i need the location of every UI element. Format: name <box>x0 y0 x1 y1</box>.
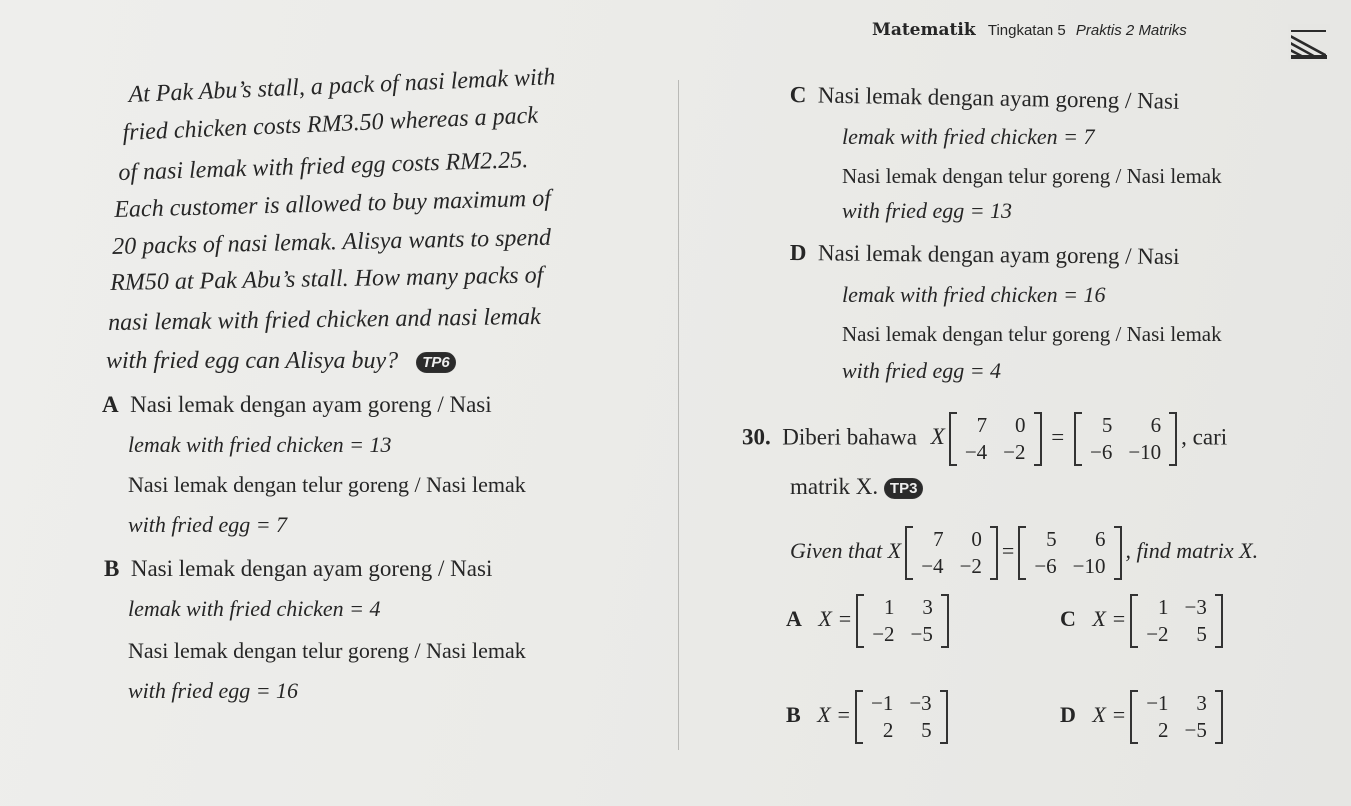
matrix-cell: −4 <box>964 440 988 464</box>
q29-stem-line-8 <box>106 348 456 375</box>
q30-english-suffix: , find matrix X. <box>1125 538 1259 564</box>
q29-stem-line-8-text: with fried egg can Alisya buy? <box>106 348 399 374</box>
q30-option-c-lhs: X = <box>1092 606 1127 632</box>
q30-matrix-a <box>949 412 1042 466</box>
q30-tp-badge: TP3 <box>884 478 924 499</box>
matrix-cell: 2 <box>882 718 894 742</box>
matrix-cell: −2 <box>959 554 982 578</box>
q30-malay-prefix: Diberi bahawa <box>782 424 917 450</box>
header-subject: Matematik <box>872 20 976 40</box>
q30-option-c-matrix <box>1130 594 1223 648</box>
q29-option-b-line-4: with fried egg = 16 <box>128 678 299 703</box>
q29-stem-line-4: Each customer is allowed to buy maximum of <box>114 185 552 223</box>
q29-option-a-line-1 <box>102 392 492 418</box>
q29-option-c-letter: C <box>789 82 807 108</box>
matrix-cell: 5 <box>1046 527 1057 551</box>
q29-option-c-line-3: Nasi lemak dengan telur goreng / Nasi lemak <box>842 164 1222 188</box>
q30-option-d-matrix <box>1130 690 1223 744</box>
q30-option-d-lhs: X = <box>1092 702 1127 728</box>
matrix-cell: −2 <box>1146 622 1169 646</box>
q30-malay-line-2 <box>790 474 923 500</box>
q29-stem-line-7: nasi lemak with fried chicken and nasi lemak <box>108 303 541 336</box>
header-level: Tingkatan 5 <box>987 22 1066 39</box>
matrix-cell: 6 <box>1095 527 1106 551</box>
q29-option-b-line-2: lemak with fried chicken = 4 <box>128 596 381 621</box>
matrix-cell: 5 <box>1101 413 1113 437</box>
matrix-cell: 3 <box>1196 691 1207 715</box>
header-series: Praktis 2 Matriks <box>1075 22 1187 39</box>
q29-option-a-line-3: Nasi lemak dengan telur goreng / Nasi lemak <box>128 472 526 497</box>
q30-option-a-matrix <box>856 594 949 648</box>
q30-malay-line-2-text: matrik X. <box>790 474 879 499</box>
matrix-cell: −4 <box>921 554 944 578</box>
q29-option-d-letter: D <box>789 240 807 266</box>
q30-option-c-letter: C <box>1060 606 1076 632</box>
matrix-cell: 0 <box>971 527 982 551</box>
q30-option-c <box>1060 594 1227 648</box>
q30-option-a-lhs: X = <box>818 606 853 632</box>
q29-option-d-line-2: lemak with fried chicken = 16 <box>842 282 1106 307</box>
q30-equals: = <box>1051 424 1065 450</box>
q29-option-c-line-1 <box>790 82 1180 115</box>
matrix-cell: −2 <box>1003 440 1026 464</box>
q29-option-c-line-4: with fried egg = 13 <box>842 198 1013 223</box>
matrix-cell: 1 <box>1158 595 1169 619</box>
q29-stem-line-6: RM50 at Pak Abu’s stall. How many packs of <box>110 262 544 296</box>
q29-stem-line-2: fried chicken costs RM3.50 whereas a pack <box>122 102 539 146</box>
q29-option-b-line-3: Nasi lemak dengan telur goreng / Nasi lemak <box>128 638 526 663</box>
q30-number: 30. <box>742 424 771 450</box>
q29-option-c-malay: Nasi lemak dengan ayam goreng / Nasi <box>817 82 1180 114</box>
matrix-cell: −10 <box>1072 554 1106 578</box>
show-through-text <box>700 92 704 110</box>
matrix-cell: 5 <box>1196 622 1207 646</box>
q30-option-a <box>786 594 953 648</box>
q30-option-b-letter: B <box>786 702 801 728</box>
q30-option-b-matrix <box>855 690 948 744</box>
q29-option-a-line-4: with fried egg = 7 <box>128 512 288 537</box>
matrix-cell: 7 <box>933 527 944 551</box>
matrix-cell: −2 <box>872 622 895 646</box>
q30-malay-line-1 <box>742 412 1227 466</box>
matrix-cell: 7 <box>976 413 988 437</box>
q30-matrix-b <box>1074 412 1177 466</box>
matrix-cell: −6 <box>1034 554 1057 578</box>
matrix-cell: 0 <box>1015 413 1026 437</box>
q30-option-d <box>1060 690 1227 744</box>
q29-tp-badge: TP6 <box>416 352 456 373</box>
q30-malay-suffix: , cari <box>1181 424 1228 450</box>
matrix-cell: 6 <box>1150 413 1162 437</box>
page-header <box>872 20 1187 40</box>
matrix-cell: −1 <box>870 691 894 715</box>
q29-stem-line-5: 20 packs of nasi lemak. Alisya wants to spend <box>112 224 552 260</box>
q29-option-d-line-3: Nasi lemak dengan telur goreng / Nasi lemak <box>842 322 1222 346</box>
q29-option-b-line-1 <box>104 556 492 582</box>
q29-stem-line-1: At Pak Abu’s stall, a pack of nasi lemak with <box>128 64 556 108</box>
matrix-cell: −5 <box>910 622 933 646</box>
matrix-cell: −1 <box>1146 691 1169 715</box>
q29-option-c-line-2: lemak with fried chicken = 7 <box>842 124 1095 149</box>
q29-option-a-line-2: lemak with fried chicken = 13 <box>128 432 392 457</box>
matrix-cell: −10 <box>1128 440 1162 464</box>
matrix-cell: −5 <box>1184 718 1207 742</box>
series-logo-icon <box>1288 24 1330 62</box>
q30-var: X <box>930 424 945 450</box>
q29-option-d-line-4: with fried egg = 4 <box>842 358 1002 383</box>
q30-english-equals: = <box>1001 538 1015 564</box>
matrix-cell: 3 <box>922 595 933 619</box>
q29-option-d-malay: Nasi lemak dengan ayam goreng / Nasi <box>817 240 1180 270</box>
q30-option-a-letter: A <box>786 606 802 632</box>
q29-option-b-letter: B <box>104 556 120 581</box>
q30-english-matrix-a <box>905 526 998 580</box>
matrix-cell: −3 <box>1184 595 1207 619</box>
matrix-cell: 5 <box>921 718 932 742</box>
q30-english-prefix: Given that <box>790 538 883 564</box>
matrix-cell: −6 <box>1089 440 1113 464</box>
matrix-cell: −3 <box>909 691 932 715</box>
q30-english-var: X <box>887 538 902 564</box>
q30-english-line <box>790 526 1258 580</box>
matrix-cell: 1 <box>884 595 895 619</box>
q30-english-matrix-b <box>1018 526 1121 580</box>
q30-option-b <box>786 690 952 744</box>
q30-option-b-lhs: X = <box>817 702 851 728</box>
q29-stem-line-3: of nasi lemak with fried egg costs RM2.25. <box>118 147 529 186</box>
q29-option-a-letter: A <box>102 392 119 417</box>
q29-option-a-malay: Nasi lemak dengan ayam goreng / Nasi <box>130 392 492 417</box>
q30-option-d-letter: D <box>1060 702 1076 728</box>
q29-option-d-line-1 <box>790 240 1180 270</box>
matrix-cell: 2 <box>1158 718 1169 742</box>
q29-option-b-malay: Nasi lemak dengan ayam goreng / Nasi <box>130 556 493 581</box>
column-divider <box>678 80 679 750</box>
